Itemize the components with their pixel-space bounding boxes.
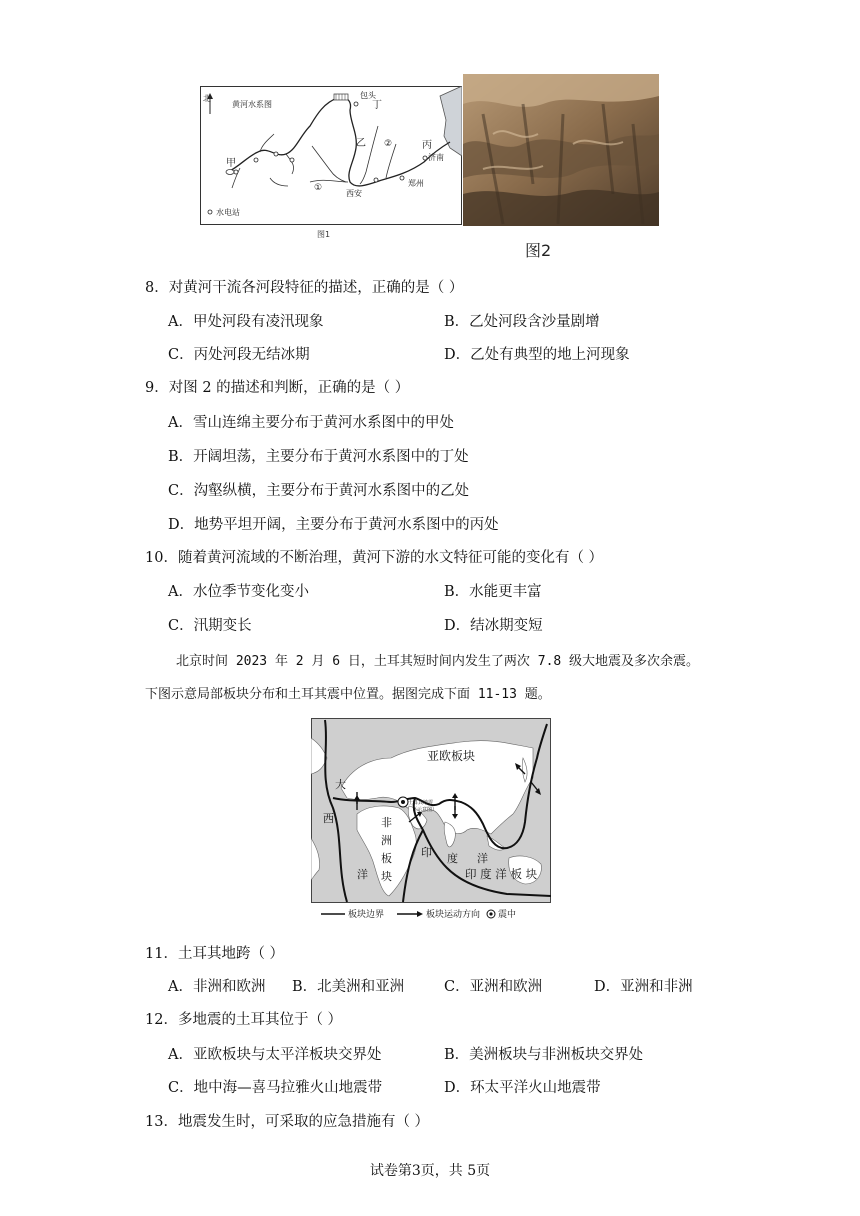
question-8-option-a: A．甲处河段有凌汛现象 (168, 314, 324, 330)
label-zhengzhou: 郑州 (408, 179, 424, 188)
question-10-option-d: D．结冰期变短 (444, 618, 543, 634)
legend-epicenter-label: 震中 (498, 910, 517, 920)
figure-1-river-map (200, 86, 462, 226)
label-ding: 丁 (372, 100, 382, 111)
question-9-option-b: B．开阔坦荡，主要分布于黄河水系图中的丁处 (168, 449, 469, 465)
loess-photo-svg (463, 74, 659, 226)
passage-line-1: 北京时间 2023 年 2 月 6 日，土耳其短时间内发生了两次 7.8 级大地震及多次余震。 (176, 654, 700, 669)
question-9-option-a: A．雪山连绵主要分布于黄河水系图中的甲处 (168, 415, 454, 431)
epicenter-label: 土耳其地震 (408, 800, 434, 806)
question-8-option-d: D．乙处有典型的地上河现象 (444, 347, 630, 363)
label-ban: 板 (381, 852, 392, 865)
passage-line-2: 下图示意局部板块分布和土耳其震中位置。据图完成下面 11-13 题。 (145, 687, 551, 702)
map-title: 黄河水系图 (232, 100, 272, 109)
label-bing: 丙 (422, 140, 432, 151)
north-label: 北 (203, 94, 211, 103)
label-xi: 西 (323, 812, 334, 825)
label-da: 大 (335, 778, 346, 791)
plate-map-svg (311, 718, 551, 924)
label-jia: 甲 (226, 158, 236, 169)
label-indo-plate: 印 度 洋 板 块 (465, 867, 538, 881)
question-11-option-b: B．北美洲和亚洲 (292, 979, 405, 995)
label-circle1: ① (314, 183, 323, 193)
epicenter-sub-label: （示意图） (412, 807, 438, 813)
label-baotou: 包头 (360, 91, 376, 100)
figure-2-photo (463, 74, 659, 226)
question-8-option-b: B．乙处河段含沙量剧增 (444, 314, 600, 330)
page-footer: 试卷第3页，共 5页 (369, 1163, 491, 1179)
question-11-option-a: A．非洲和欧洲 (168, 979, 266, 995)
label-fei: 非 (381, 816, 392, 829)
question-9-stem: 9．对图 2 的描述和判断，正确的是（ ） (145, 380, 410, 396)
question-9-option-d: D．地势平坦开阔，主要分布于黄河水系图中的丙处 (168, 517, 499, 533)
label-du: 度 (447, 852, 458, 865)
question-11-option-c: C．亚洲和欧洲 (444, 979, 543, 995)
question-11-option-d: D．亚洲和非洲 (594, 979, 693, 995)
question-10-option-a: A．水位季节变化变小 (168, 584, 309, 600)
label-yin: 印 (421, 846, 432, 859)
label-eurasian-plate: 亚欧板块 (427, 749, 476, 763)
legend-boundary-label: 板块边界 (348, 910, 385, 920)
label-kuai: 块 (381, 870, 392, 883)
river-map-svg (200, 86, 462, 226)
label-xian: 西安 (346, 189, 362, 198)
question-10-stem: 10．随着黄河流域的不断治理，黄河下游的水文特征可能的变化有（ ） (145, 550, 604, 566)
question-12-option-a: A．亚欧板块与太平洋板块交界处 (168, 1047, 382, 1063)
figure-1-caption: 图1 (317, 230, 331, 239)
question-10-option-b: B．水能更丰富 (444, 584, 542, 600)
question-12-option-c: C．地中海—喜马拉雅火山地震带 (168, 1080, 383, 1096)
plate-map (311, 718, 551, 924)
question-9-option-c: C．沟壑纵横，主要分布于黄河水系图中的乙处 (168, 483, 470, 499)
figure-2-caption: 图2 (525, 241, 552, 260)
question-12-option-b: B．美洲板块与非洲板块交界处 (444, 1047, 644, 1063)
label-jinan: 济南 (428, 153, 444, 162)
question-11-stem: 11．土耳其地跨（ ） (145, 946, 285, 962)
label-yi: 乙 (356, 138, 366, 149)
label-yang: 洋 (357, 868, 368, 881)
legend-hydro: 水电站 (216, 208, 240, 217)
question-8-stem: 8．对黄河干流各河段特征的描述，正确的是（ ） (145, 280, 464, 296)
question-13-stem: 13．地震发生时，可采取的应急措施有（ ） (145, 1114, 430, 1130)
question-10-option-c: C．汛期变长 (168, 618, 252, 634)
question-12-option-d: D．环太平洋火山地震带 (444, 1080, 601, 1096)
label-yang2: 洋 (477, 852, 488, 865)
legend-direction-label: 板块运动方向 (426, 910, 481, 920)
question-8-option-c: C．丙处河段无结冰期 (168, 347, 310, 363)
question-12-stem: 12．多地震的土耳其位于（ ） (145, 1012, 343, 1028)
label-zhou: 洲 (381, 834, 392, 847)
label-circle2: ② (384, 139, 393, 149)
